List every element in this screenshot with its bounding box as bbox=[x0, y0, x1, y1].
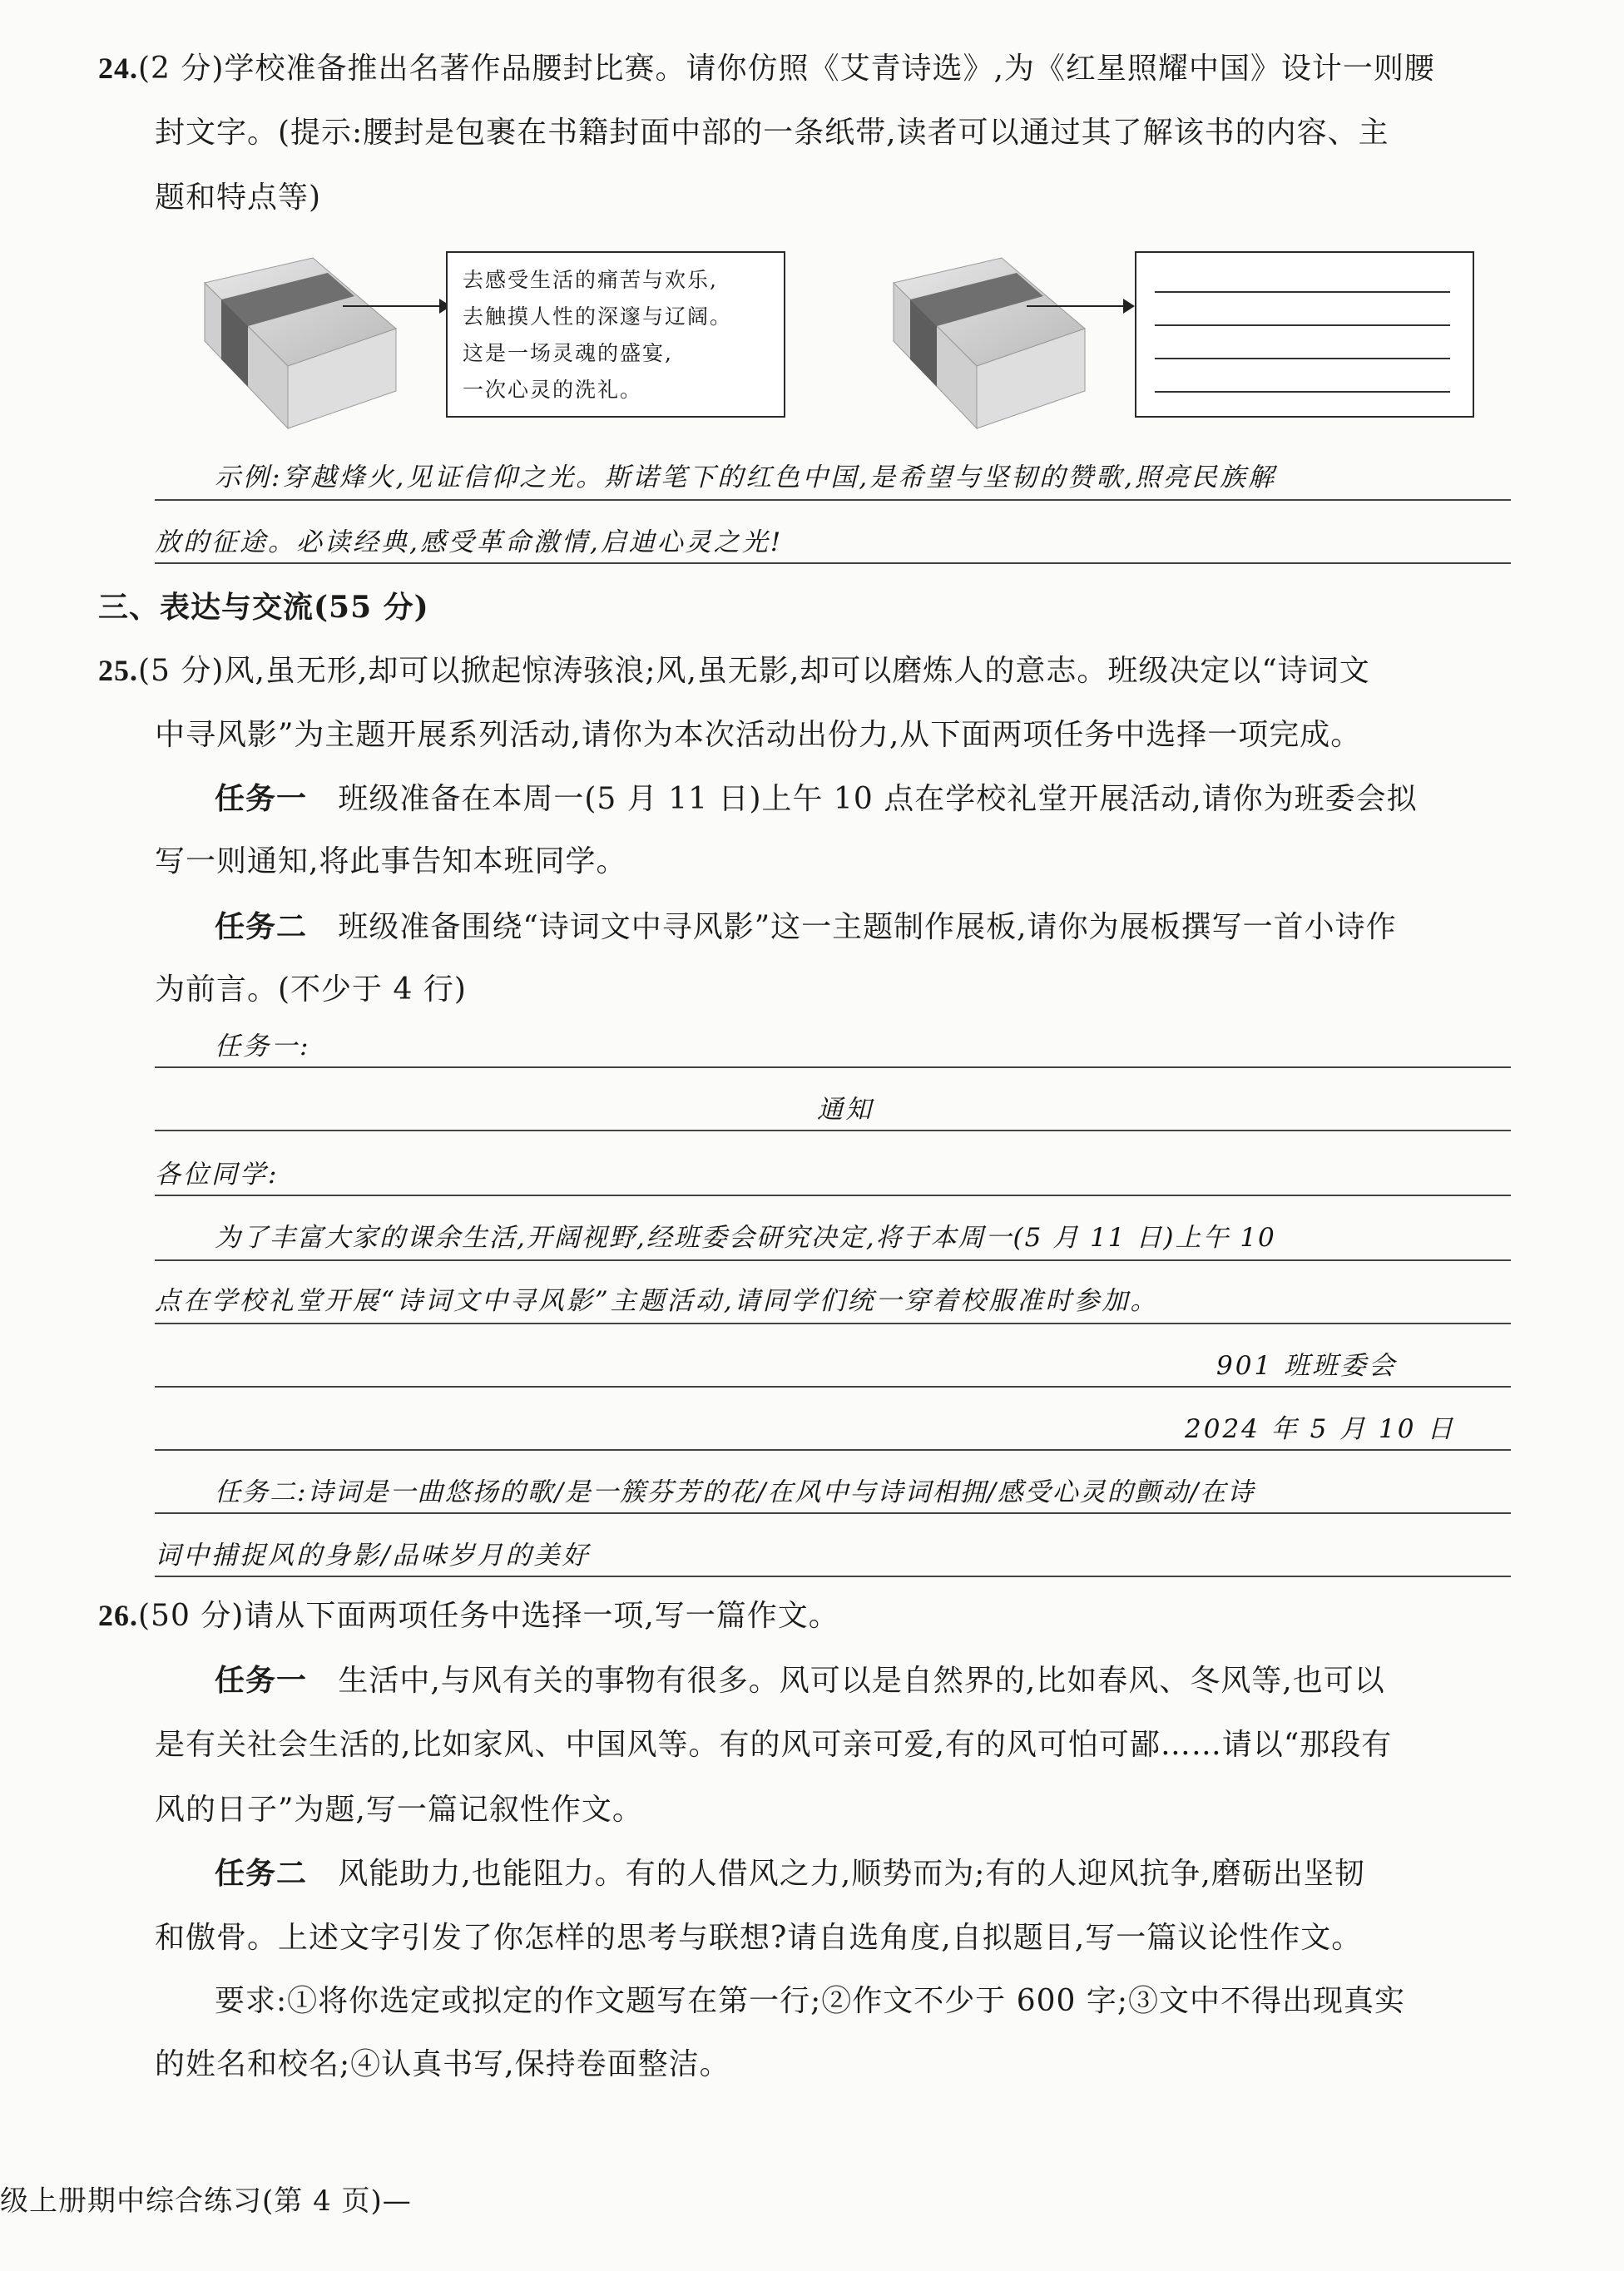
q26-requirements-line2: 的姓名和校名;④认真书写,保持卷面整洁。 bbox=[155, 2047, 730, 2081]
q25-answer-label: 任务一: bbox=[215, 1032, 311, 1061]
notice-greeting: 各位同学: bbox=[155, 1160, 280, 1190]
notice-date: 2024 年 5 月 10 日 bbox=[1185, 1414, 1456, 1444]
book-illustration-1 bbox=[188, 250, 403, 441]
sample-blurb-box bbox=[446, 251, 785, 418]
q26-requirements-line1: 要求:①将你选定或拟定的作文题写在第一行;②作文不少于 600 字;③文中不得出现真实 bbox=[215, 1984, 1405, 2018]
arrow-line-2 bbox=[1027, 305, 1126, 307]
answer-rule bbox=[155, 499, 1511, 501]
q25-task2-answer-line2: 词中捕捉风的身影/品味岁月的美好 bbox=[155, 1541, 591, 1571]
notice-body1: 为了丰富大家的课余生活,开阔视野,经班委会研究决定,将于本周一(5 月 11 日)上午 10 bbox=[215, 1223, 1276, 1253]
answer-rule bbox=[155, 1576, 1511, 1577]
sample-blurb-line: 去触摸人性的深邃与辽阔。 bbox=[463, 304, 733, 329]
q26-line1: 26.(50 分)请从下面两项任务中选择一项,写一篇作文。 bbox=[98, 1599, 839, 1633]
page-footer: 级上册期中综合练习(第 4 页)— bbox=[0, 2184, 412, 2218]
blank-line bbox=[1155, 324, 1450, 326]
answer-rule bbox=[155, 562, 1511, 564]
q24-line2: 封文字。(提示:腰封是包裹在书籍封面中部的一条纸带,读者可以通过其了解该书的内容、主 bbox=[155, 116, 1389, 150]
q25-task1-label: 任务一 bbox=[215, 781, 308, 816]
notice-title: 通知 bbox=[817, 1095, 874, 1125]
blank-line bbox=[1155, 291, 1450, 293]
answer-blurb-box bbox=[1135, 251, 1474, 418]
answer-rule bbox=[155, 1323, 1511, 1324]
notice-signature: 901 班班委会 bbox=[1216, 1351, 1398, 1381]
book-illustration-2 bbox=[877, 250, 1092, 441]
q26-task2-line2: 和傲骨。上述文字引发了你怎样的思考与联想?请自选角度,自拟题目,写一篇议论性作文。 bbox=[155, 1921, 1363, 1955]
q26-task1-line1: 任务一 生活中,与风有关的事物有很多。风可以是自然界的,比如春风、冬风等,也可以 bbox=[215, 1663, 1385, 1698]
q26-task1-line3: 风的日子”为题,写一篇记叙性作文。 bbox=[155, 1793, 643, 1827]
q25-line2: 中寻风影”为主题开展系列活动,请你为本次活动出份力,从下面两项任务中选择一项完成。 bbox=[155, 718, 1362, 752]
notice-body2: 点在学校礼堂开展“诗词文中寻风影”主题活动,请同学们统一穿着校服准时参加。 bbox=[155, 1286, 1159, 1316]
q24-line1: 24.(2 分)学校准备推出名著作品腰封比赛。请你仿照《艾青诗选》,为《红星照耀中国》设计一则腰 bbox=[98, 52, 1435, 86]
q25-task1-line2: 写一则通知,将此事告知本班同学。 bbox=[155, 844, 627, 878]
q25-number: 25. bbox=[98, 654, 138, 687]
q26-task2-line1: 任务二 风能助力,也能阻力。有的人借风之力,顺势而为;有的人迎风抗争,磨砺出坚韧 bbox=[215, 1856, 1365, 1891]
arrow-line-1 bbox=[343, 305, 443, 307]
blank-line bbox=[1155, 391, 1450, 393]
answer-rule bbox=[155, 1386, 1511, 1388]
section3-title: 三、表达与交流(55 分) bbox=[98, 590, 429, 625]
answer-rule bbox=[155, 1259, 1511, 1261]
q26-task1-line2: 是有关社会生活的,比如家风、中国风等。有的风可亲可爱,有的风可怕可鄙……请以“那段有 bbox=[155, 1728, 1393, 1762]
blank-line bbox=[1155, 358, 1450, 359]
q26-number: 26. bbox=[98, 1599, 138, 1632]
answer-rule bbox=[155, 1195, 1511, 1196]
q24-answer-line2: 放的征途。必读经典,感受革命激情,启迪心灵之光! bbox=[155, 527, 784, 557]
q24-number: 24. bbox=[98, 52, 138, 85]
sample-blurb-line: 去感受生活的痛苦与欢乐, bbox=[463, 268, 718, 292]
q24-line3: 题和特点等) bbox=[155, 181, 322, 215]
answer-rule bbox=[155, 1066, 1511, 1068]
answer-rule bbox=[155, 1512, 1511, 1514]
q25-task2-line2: 为前言。(不少于 4 行) bbox=[155, 972, 467, 1007]
answer-rule bbox=[155, 1449, 1511, 1451]
q26-task1-label: 任务一 bbox=[215, 1663, 308, 1698]
q25-task2-answer-line1: 任务二:诗词是一曲悠扬的歌/是一簇芬芳的花/在风中与诗词相拥/感受心灵的颤动/在诗 bbox=[215, 1477, 1255, 1507]
q25-task2-label: 任务二 bbox=[215, 909, 308, 944]
q25-line1: 25.(5 分)风,虽无形,却可以掀起惊涛骇浪;风,虽无影,却可以磨炼人的意志。班级决定以“诗词文 bbox=[98, 654, 1370, 688]
q24-answer-line1: 示例:穿越烽火,见证信仰之光。斯诺笔下的红色中国,是希望与坚韧的赞歌,照亮民族解 bbox=[215, 463, 1277, 492]
q25-task2-line1: 任务二 班级准备围绕“诗词文中寻风影”这一主题制作展板,请你为展板撰写一首小诗作 bbox=[215, 909, 1397, 944]
arrow-head-2 bbox=[1123, 299, 1135, 314]
q25-task1-line1: 任务一 班级准备在本周一(5 月 11 日)上午 10 点在学校礼堂开展活动,请你为班委会拟 bbox=[215, 781, 1418, 816]
sample-blurb-line: 这是一场灵魂的盛宴, bbox=[463, 341, 673, 365]
answer-rule bbox=[155, 1130, 1511, 1131]
sample-blurb-line: 一次心灵的洗礼。 bbox=[463, 378, 643, 402]
q26-task2-label: 任务二 bbox=[215, 1856, 308, 1891]
